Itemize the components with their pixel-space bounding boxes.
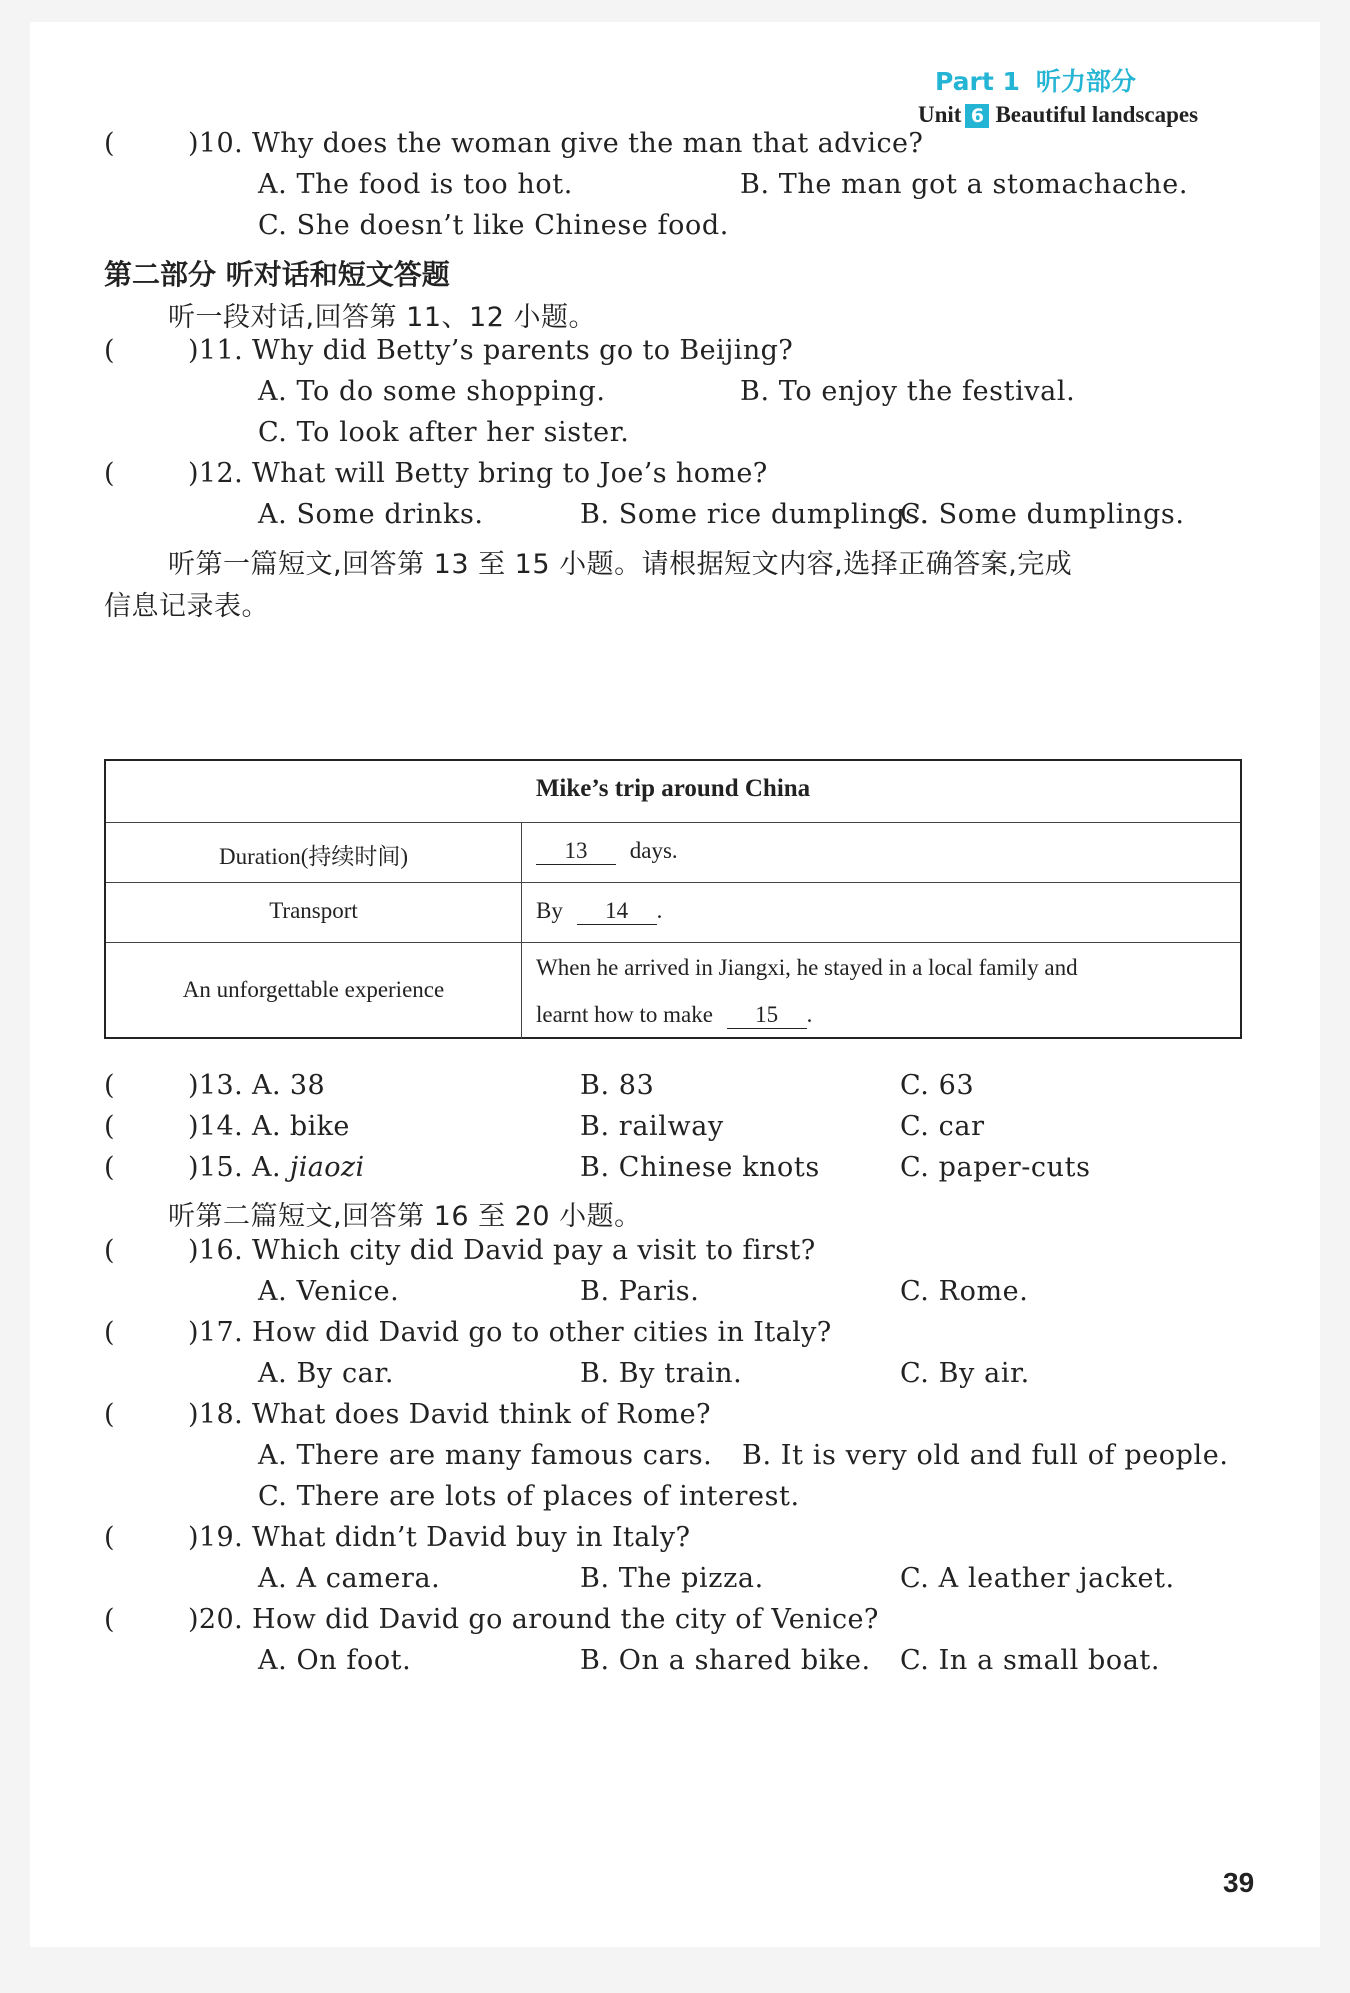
q12-option-c: C. Some dumplings. xyxy=(900,499,1185,530)
q20-option-b: B. On a shared bike. xyxy=(580,1645,871,1676)
q16-text: )16. Which city did David pay a visit to first? xyxy=(188,1235,816,1266)
duration-suffix: days. xyxy=(629,838,678,863)
q20-option-c: C. In a small boat. xyxy=(900,1645,1161,1676)
q17-option-b: B. By train. xyxy=(580,1358,743,1389)
q20-paren: ( xyxy=(104,1604,115,1635)
page-number: 39 xyxy=(1223,1867,1255,1898)
q19-paren: ( xyxy=(104,1522,115,1553)
q10-option-a: A. The food is too hot. xyxy=(258,169,573,200)
q11-option-a: A. To do some shopping. xyxy=(258,376,606,407)
transport-prefix: By xyxy=(536,898,563,923)
part-header xyxy=(935,62,1275,98)
q14-option-b: B. railway xyxy=(580,1111,724,1142)
q18-option-c: C. There are lots of places of interest. xyxy=(258,1481,800,1512)
q16-option-b: B. Paris. xyxy=(580,1276,700,1307)
q19-option-c: C. A leather jacket. xyxy=(900,1563,1175,1594)
q18-option-b: B. It is very old and full of people. xyxy=(742,1440,1229,1471)
experience-label: An unforgettable experience xyxy=(182,977,445,1002)
q10-paren: ( xyxy=(104,128,115,159)
unit-title: Beautiful landscapes xyxy=(995,102,1199,127)
q15-option-c: C. paper-cuts xyxy=(900,1152,1091,1183)
q14-paren: ( xyxy=(104,1111,115,1142)
instruction-13-15-line2: 信息记录表。 xyxy=(104,591,269,622)
q17-paren: ( xyxy=(104,1317,115,1348)
table-divider xyxy=(106,822,1240,823)
part-label: Part 1 xyxy=(935,67,1020,96)
trip-info-table xyxy=(104,759,1242,1039)
q11-option-c: C. To look after her sister. xyxy=(258,417,630,448)
unit-label: Unit xyxy=(918,102,962,127)
q19-text: )19. What didn’t David buy in Italy? xyxy=(188,1522,691,1553)
q12-paren: ( xyxy=(104,458,115,489)
q10-option-c: C. She doesn’t like Chinese food. xyxy=(258,210,729,241)
q19-option-b: B. The pizza. xyxy=(580,1563,764,1594)
q15-option-a-word: jiaozi xyxy=(289,1152,365,1183)
transport-value xyxy=(536,898,1236,925)
duration-label: Duration(持续时间) xyxy=(218,844,409,869)
instruction-13-15-line1: 听第一篇短文,回答第 13 至 15 小题。请根据短文内容,选择正确答案,完成 xyxy=(168,549,1073,580)
q10-text: )10. Why does the woman give the man that advice? xyxy=(188,128,924,159)
q15-text xyxy=(188,1152,365,1184)
experience-line1: When he arrived in Jiangxi, he stayed in a local family and xyxy=(536,955,1078,980)
q14-text: )14. A. bike xyxy=(188,1111,350,1142)
q16-option-a: A. Venice. xyxy=(258,1276,400,1307)
q10-option-b: B. The man got a stomachache. xyxy=(740,169,1189,200)
q13-option-b: B. 83 xyxy=(580,1070,655,1101)
q19-option-a: A. A camera. xyxy=(258,1563,441,1594)
q20-option-a: A. On foot. xyxy=(258,1645,412,1676)
q14-option-c: C. car xyxy=(900,1111,985,1142)
table-divider xyxy=(106,942,1240,943)
q15-stem: )15. A. xyxy=(188,1152,281,1183)
table-divider xyxy=(106,882,1240,883)
q11-paren: ( xyxy=(104,335,115,366)
unit-header xyxy=(918,102,1298,128)
q18-text: )18. What does David think of Rome? xyxy=(188,1399,711,1430)
experience-prefix: learnt how to make xyxy=(536,1002,713,1027)
q18-paren: ( xyxy=(104,1399,115,1430)
q16-option-c: C. Rome. xyxy=(900,1276,1029,1307)
q20-text: )20. How did David go around the city of Venice? xyxy=(188,1604,879,1635)
q11-option-b: B. To enjoy the festival. xyxy=(740,376,1076,407)
q12-option-a: A. Some drinks. xyxy=(258,499,484,530)
table-title: Mike’s trip around China xyxy=(535,775,811,802)
q15-paren: ( xyxy=(104,1152,115,1183)
q17-option-c: C. By air. xyxy=(900,1358,1030,1389)
q11-text: )11. Why did Betty’s parents go to Beijing? xyxy=(188,335,794,366)
experience-line2 xyxy=(536,1002,1236,1029)
table-column-divider xyxy=(521,822,522,1039)
q17-text: )17. How did David go to other cities in Italy? xyxy=(188,1317,832,1348)
q18-option-a: A. There are many famous cars. xyxy=(258,1440,713,1471)
blank-14: 14 xyxy=(577,898,657,925)
q15-option-b: B. Chinese knots xyxy=(580,1152,820,1183)
transport-suffix: . xyxy=(656,898,663,923)
q13-option-c: C. 63 xyxy=(900,1070,975,1101)
q13-text: )13. A. 38 xyxy=(188,1070,326,1101)
q16-paren: ( xyxy=(104,1235,115,1266)
worksheet-page xyxy=(30,22,1320,1947)
q12-option-b: B. Some rice dumplings. xyxy=(580,499,929,530)
experience-suffix: . xyxy=(806,1002,813,1027)
q12-text: )12. What will Betty bring to Joe’s home? xyxy=(188,458,768,489)
q13-paren: ( xyxy=(104,1070,115,1101)
instruction-11-12: 听一段对话,回答第 11、12 小题。 xyxy=(168,302,596,333)
unit-number-badge: 6 xyxy=(965,104,989,128)
instruction-16-20: 听第二篇短文,回答第 16 至 20 小题。 xyxy=(168,1201,642,1232)
duration-value xyxy=(536,838,1236,865)
blank-15: 15 xyxy=(727,1002,807,1029)
part-title: 听力部分 xyxy=(1035,67,1136,96)
section-2-title: 第二部分 听对话和短文答题 xyxy=(104,258,450,291)
q17-option-a: A. By car. xyxy=(258,1358,395,1389)
transport-label: Transport xyxy=(269,898,358,923)
blank-13: 13 xyxy=(536,838,616,865)
